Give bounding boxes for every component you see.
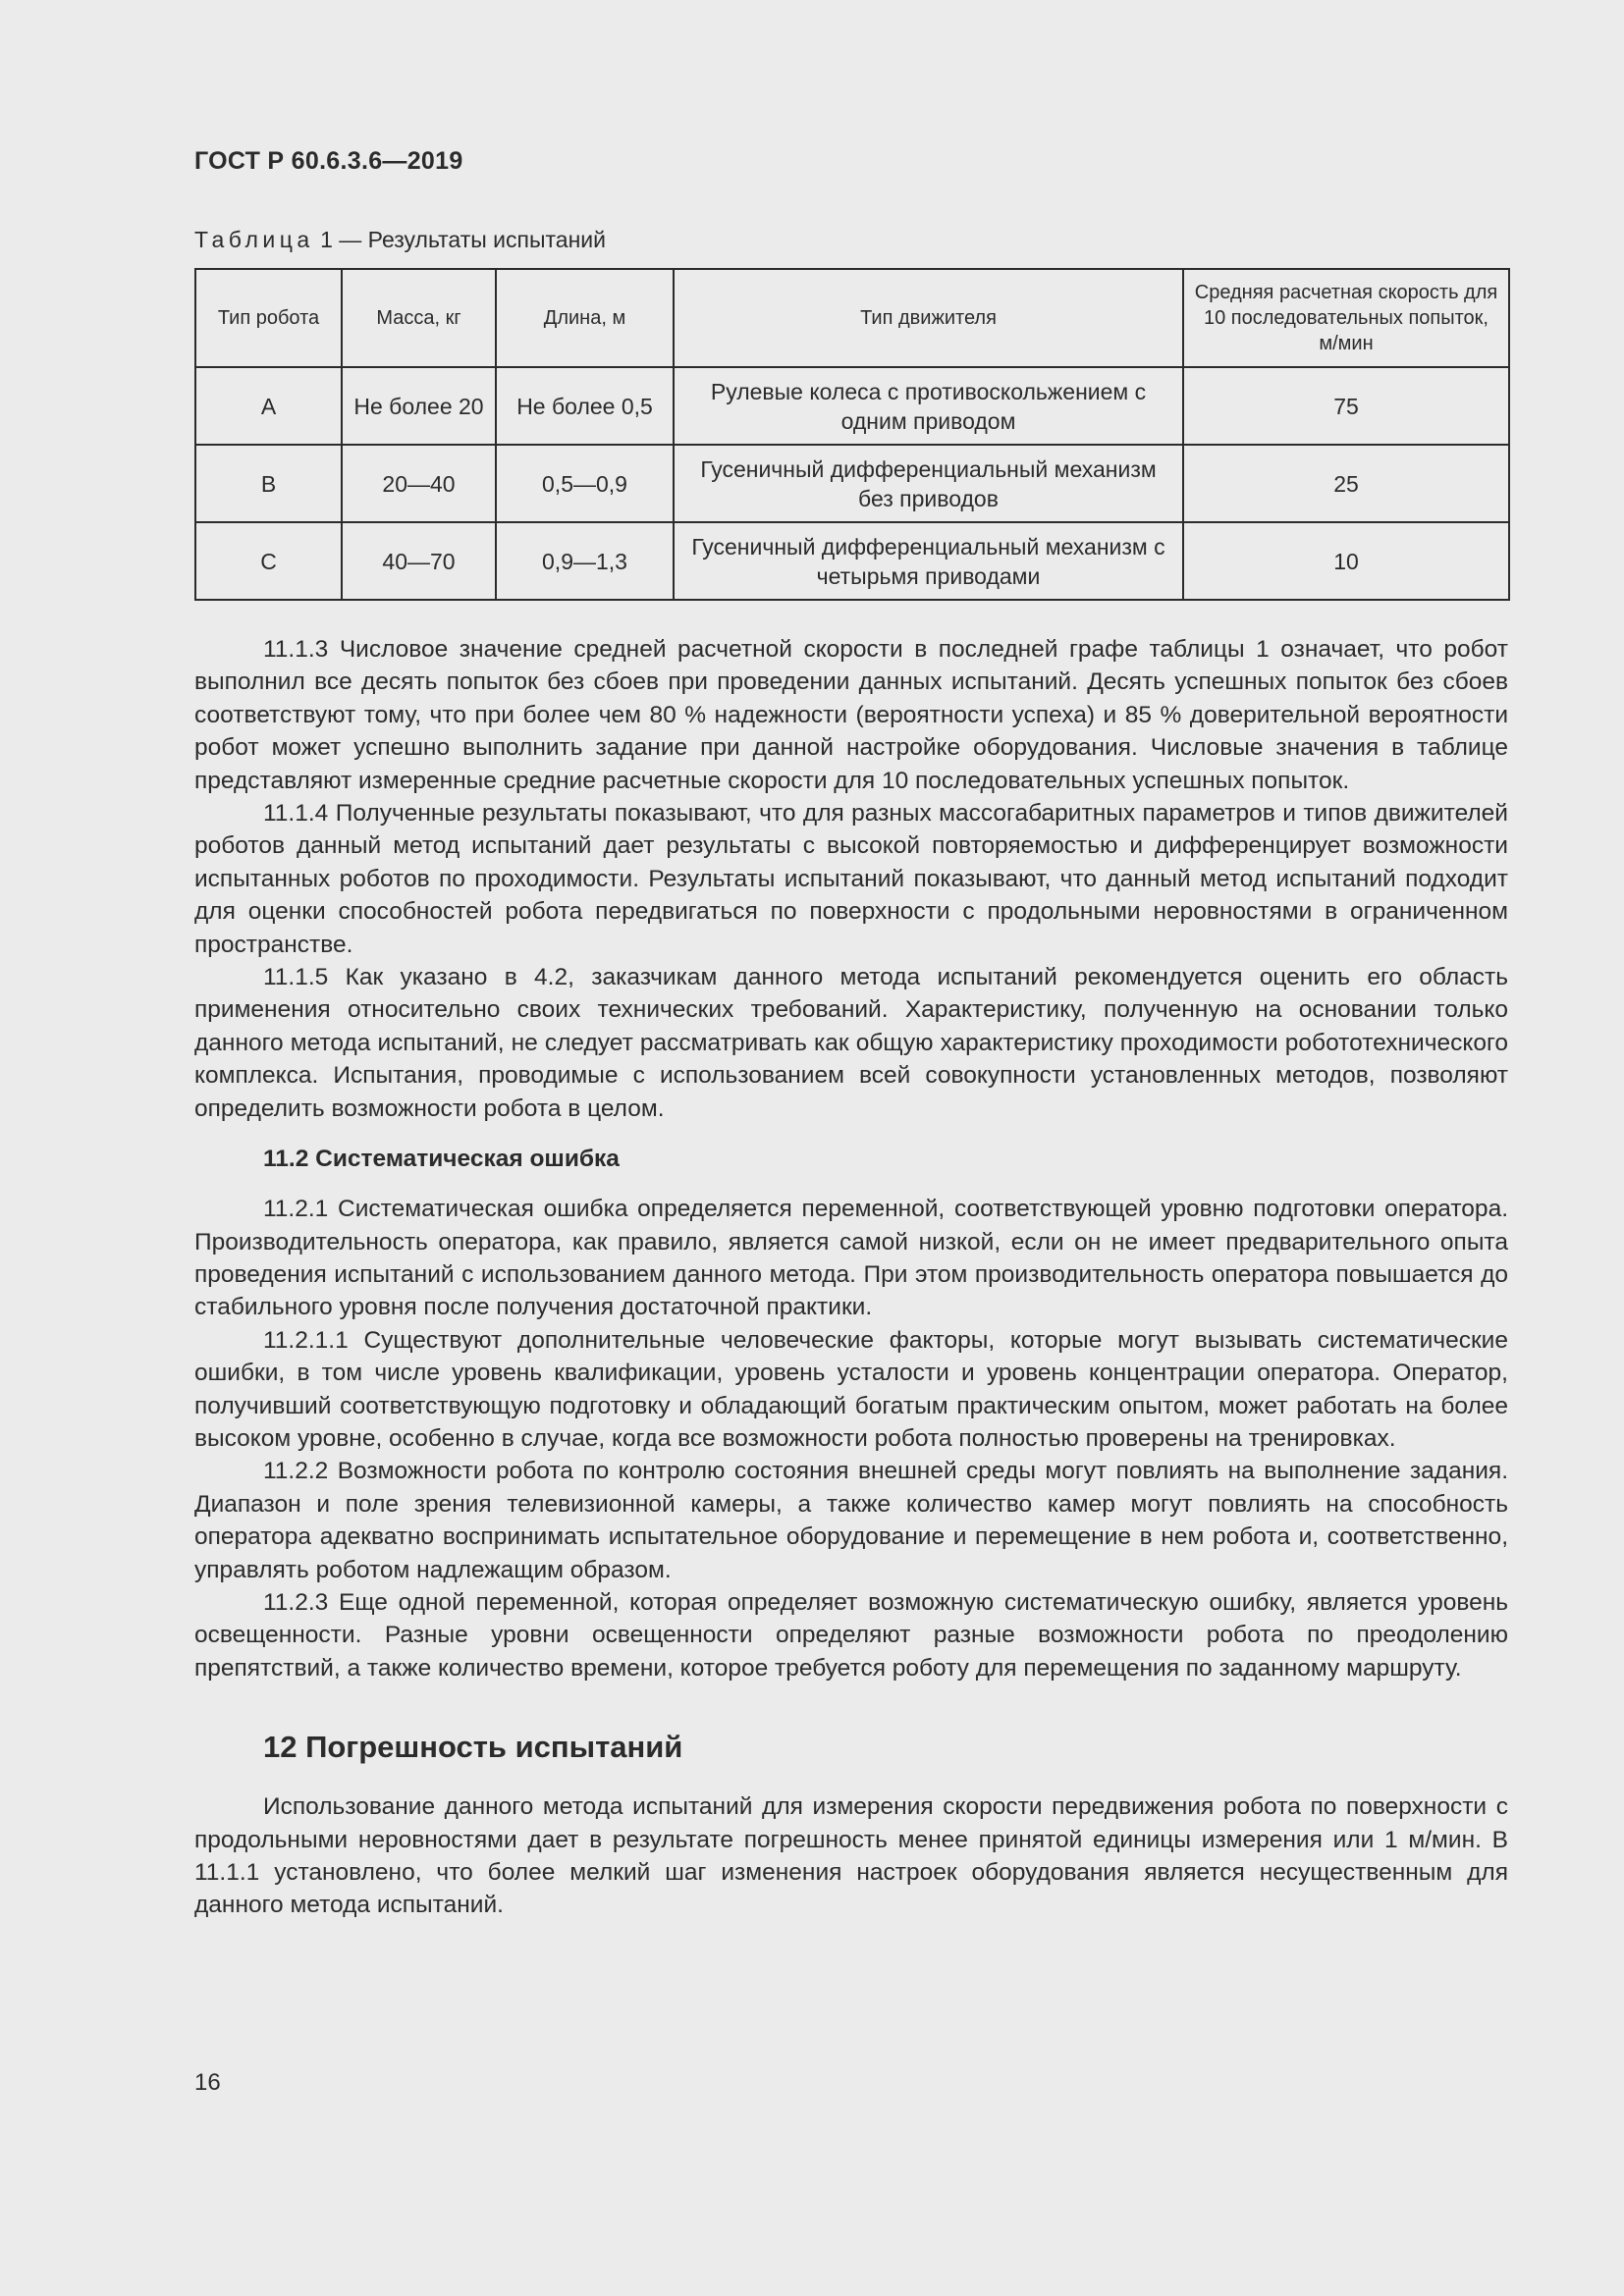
cell-propulsion-type: Рулевые колеса с противоскольжением с одним приводом	[674, 367, 1183, 445]
cell-length: Не более 0,5	[496, 367, 674, 445]
table-row	[195, 367, 1509, 445]
table-caption	[194, 227, 606, 253]
document-code: ГОСТ Р 60.6.3.6—2019	[194, 147, 463, 175]
cell-robot-type: A	[195, 367, 342, 445]
cell-average-speed: 10	[1183, 522, 1509, 600]
cell-mass: 40—70	[342, 522, 496, 600]
paragraph-12: Использование данного метода испытаний для измерения скорости передвижения робота по поверхности с продольными неровностями дает в результате погрешность менее принятой единицы измерения или 1 м/мин. В 11.1.1 установлено, что более мелкий шаг изменения настроек оборудования является несущественным для данного метода испытаний.	[194, 1793, 1508, 1919]
cell-robot-type: B	[195, 445, 342, 522]
table-row	[195, 522, 1509, 600]
cell-robot-type: C	[195, 522, 342, 600]
header-propulsion-type: Тип движителя	[674, 269, 1183, 367]
section-heading-11-2: 11.2 Систематическая ошибка	[263, 1146, 620, 1173]
paragraph-11-1-4: 11.1.4 Полученные результаты показывают, что для разных массогабаритных параметров и типов движителей роботов данный метод испытаний дает результаты с высокой повторяемостью и дифференцирует возможности испытанных роботов по проходимости. Результаты испытаний показывают, что данный метод испытаний подходит для оценки способностей робота передвигаться по поверхности с продольными неровностями в ограниченном пространстве.	[194, 800, 1508, 958]
paragraph-11-2-3: 11.2.3 Еще одной переменной, которая определяет возможную систематическую ошибку, является уровень освещенности. Разные уровни освещенности определяют разные возможности робота по преодолению препятствий, а также количество времени, которое требуется роботу для перемещения по заданному маршруту.	[194, 1588, 1508, 1682]
cell-mass: Не более 20	[342, 367, 496, 445]
paragraph-11-2-1: 11.2.1 Систематическая ошибка определяется переменной, соответствующей уровню подготовки оператора. Производительность оператора, как правило, является самой низкой, если он не имеет предварительного опыта проведения испытаний с использованием данного метода. При этом производительность оператора повышается до стабильного уровня после получения достаточной практики.	[194, 1196, 1508, 1321]
cell-mass: 20—40	[342, 445, 496, 522]
header-average-speed: Средняя расчетная скорость для 10 последовательных попыток, м/мин	[1183, 269, 1509, 367]
paragraph-11-1-5: 11.1.5 Как указано в 4.2, заказчикам данного метода испытаний рекомендуется оценить его область применения относительно своих технических требований. Характеристику, полученную на основании только данного метода испытаний, не следует рассматривать как общую характеристику проходимости робототехнического комплекса. Испытания, проводимые с использованием всей совокупности установленных методов, позволяют определить возможности робота в целом.	[194, 964, 1508, 1122]
results-table	[194, 268, 1510, 601]
cell-average-speed: 75	[1183, 367, 1509, 445]
table-row	[195, 445, 1509, 522]
table-caption-word: Таблица	[194, 227, 314, 252]
table-caption-title: 1 — Результаты испытаний	[313, 227, 606, 252]
cell-propulsion-type: Гусеничный дифференциальный механизм с четырьмя приводами	[674, 522, 1183, 600]
page-number: 16	[194, 2069, 221, 2096]
header-robot-type: Тип робота	[195, 269, 342, 367]
cell-propulsion-type: Гусеничный дифференциальный механизм без приводов	[674, 445, 1183, 522]
cell-length: 0,5—0,9	[496, 445, 674, 522]
header-length: Длина, м	[496, 269, 674, 367]
table-header-row	[195, 269, 1509, 367]
body-text	[194, 633, 1508, 1922]
cell-average-speed: 25	[1183, 445, 1509, 522]
paragraph-11-1-3: 11.1.3 Числовое значение средней расчетной скорости в последней графе таблицы 1 означает, что робот выполнил все десять попыток без сбоев при проведении данных испытаний. Десять успешных попыток без сбоев соответствуют тому, что при более чем 80 % надежности (вероятности успеха) и 85 % доверительной вероятности робот может успешно выполнить задание при данной настройке оборудования. Числовые значения в таблице представляют измеренные средние расчетные скорости для 10 последовательных успешных попыток.	[194, 636, 1508, 794]
cell-length: 0,9—1,3	[496, 522, 674, 600]
header-mass: Масса, кг	[342, 269, 496, 367]
paragraph-11-2-2: 11.2.2 Возможности робота по контролю состояния внешней среды могут повлиять на выполнение задания. Диапазон и поле зрения телевизионной камеры, а также количество камер могут повлиять на способность оператора адекватно воспринимать испытательное оборудование и перемещение в нем робота и, соответственно, управлять роботом надлежащим образом.	[194, 1458, 1508, 1583]
section-heading-12: 12 Погрешность испытаний	[263, 1730, 683, 1765]
paragraph-11-2-1-1: 11.2.1.1 Существуют дополнительные человеческие факторы, которые могут вызывать систематические ошибки, в том числе уровень квалификации, уровень усталости и уровень концентрации оператора. Оператор, получивший соответствующую подготовку и обладающий богатым практическим опытом, может работать на более высоком уровне, особенно в случае, когда все возможности робота полностью проверены на тренировках.	[194, 1326, 1508, 1452]
